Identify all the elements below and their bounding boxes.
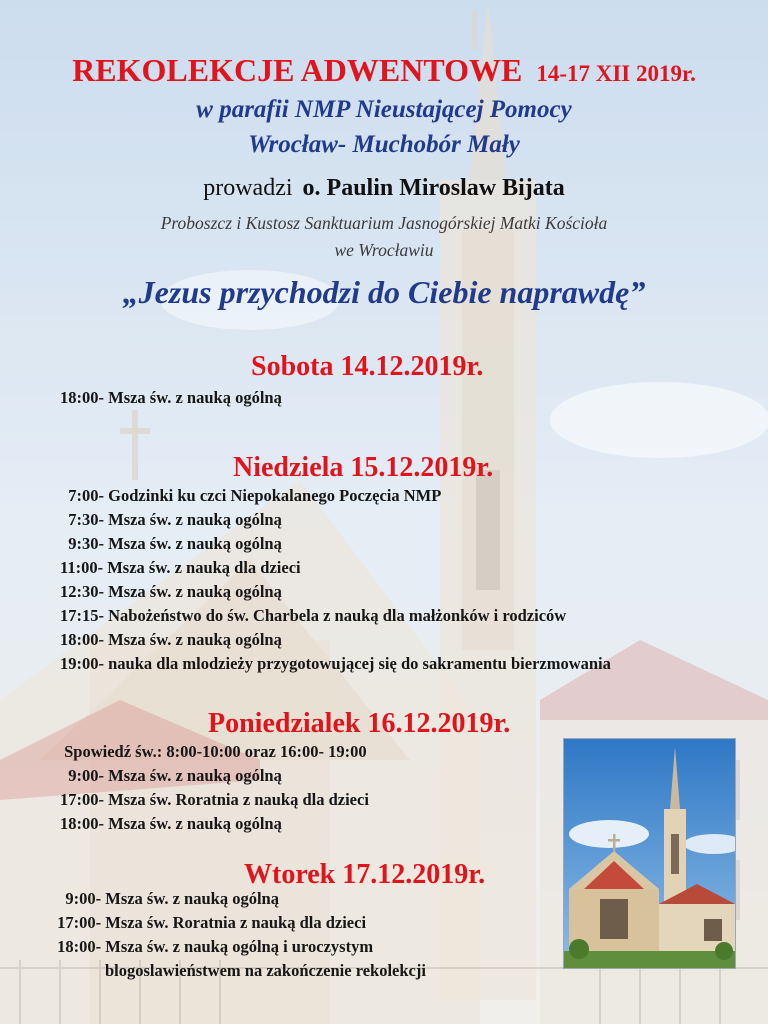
schedule-item: 9:00- Msza św. z nauką ogólną <box>53 889 279 908</box>
poster-title <box>0 52 768 89</box>
schedule-item: 7:00- Godzinki ku czci Niepokalanego Poczęcia NMP <box>60 486 442 505</box>
schedule-item: 18:00- Msza św. z nauką ogólną <box>60 630 282 649</box>
schedule-item: 17:00- Msza św. Roratnia z nauką dla dzieci <box>60 790 369 809</box>
retreat-motto: „Jezus przychodzi do Ciebie naprawdę” <box>122 274 646 310</box>
church-photo <box>563 738 736 969</box>
schedule-item-continuation: blogoslawieństwem na zakończenie rekolekcji <box>105 961 426 980</box>
schedule-item: 7:30- Msza św. z nauką ogólną <box>60 510 282 529</box>
schedule-item: 17:00- Msza św. Roratnia z nauką dla dzieci <box>53 913 367 932</box>
leader-role-line1: Proboszcz i Kustosz Sanktuarium Jasnogórskiej Matki Kościoła <box>160 213 608 233</box>
leader-name: o. Paulin Miroslaw Bijata <box>302 175 565 201</box>
schedule-item: 11:00- Msza św. z nauką dla dzieci <box>60 558 301 577</box>
schedule-item: 12:30- Msza św. z nauką ogólną <box>60 582 282 601</box>
parish-name: w parafii NMP Nieustającej Pomocy <box>196 96 572 123</box>
schedule-monday <box>60 740 369 836</box>
schedule-item: 18:00- Msza św. z nauką ogólną <box>60 814 282 833</box>
schedule-item: 18:00- Msza św. z nauką ogólną <box>60 388 282 407</box>
leader-role-line2: we Wrocławiu <box>334 240 434 260</box>
title-main: REKOLEKCJE ADWENTOWE <box>72 52 523 88</box>
day-heading-tuesday: Wtorek 17.12.2019r. <box>244 859 486 890</box>
schedule-item: Spowiedź św.: 8:00-10:00 oraz 16:00- 19:00 <box>60 742 367 761</box>
schedule-saturday <box>60 386 282 410</box>
schedule-item: 19:00- nauka dla mlodzieży przygotowującej się do sakramentu bierzmowania <box>60 654 611 673</box>
retreat-leader <box>0 175 768 202</box>
schedule-tuesday <box>53 887 426 983</box>
day-heading-saturday: Sobota 14.12.2019r. <box>251 351 484 382</box>
title-date: 14-17 XII 2019r. <box>536 61 696 86</box>
schedule-item: 18:00- Msza św. z nauką ogólną i uroczystym <box>53 937 374 956</box>
parish-city: Wrocław- Muchobór Mały <box>248 131 520 158</box>
schedule-item: 17:15- Nabożeństwo do św. Charbela z nauką dla małżonków i rodziców <box>60 606 567 625</box>
leader-prefix: prowadzi <box>203 175 293 201</box>
schedule-item: 9:00- Msza św. z nauką ogólną <box>60 766 282 785</box>
schedule-sunday <box>60 484 611 676</box>
day-heading-monday: Poniedzialek 16.12.2019r. <box>208 708 511 739</box>
day-heading-sunday: Niedziela 15.12.2019r. <box>233 452 494 483</box>
schedule-item: 9:30- Msza św. z nauką ogólną <box>60 534 282 553</box>
